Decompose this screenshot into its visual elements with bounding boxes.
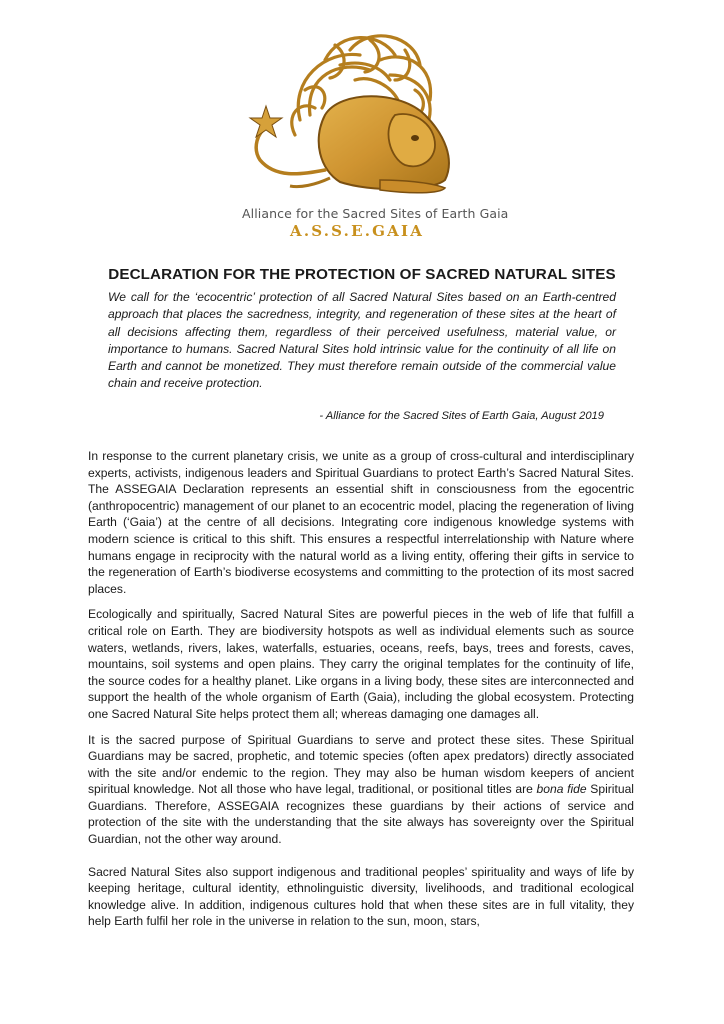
paragraph-2: Ecologically and spiritually, Sacred Natural Sites are powerful pieces in the web of life that fulfill a critical role on Earth. They are biodiversity hotspots as well as individual elements such as source waters, wetlands, rivers, lakes, waterfalls, estuaries, oceans, reefs, bays, trees and forests, caves, mountains, soil systems and open plains. They carry the original templates for the continuity of life, the source codes for a healthy planet. Like organs in a living body, these sites are interconnected and support the health of the whole organism of Earth (Gaia), including the global ecosystem. Protecting one Sacred Natural Site helps protect them all; whereas damaging one damages all. bbox=[88, 607, 634, 721]
paragraph-4: Sacred Natural Sites also support indigenous and traditional peoples’ spirituality and ways of life by keeping heritage, cultural identity, ethnolinguistic diversity, livelihoods, and traditional ecological knowledge alive. In addition, indigenous cultures hold that when these sites are in full vitality, they help Earth fulfil her role in the universe in relation to the sun, moon, stars, bbox=[88, 864, 634, 929]
document-title: DECLARATION FOR THE PROTECTION OF SACRED NATURAL SITES bbox=[108, 266, 616, 283]
assegaia-logo bbox=[230, 20, 509, 242]
lion-emblem-icon bbox=[230, 20, 490, 210]
paragraph-3 bbox=[88, 732, 634, 848]
declaration-body bbox=[88, 448, 634, 939]
epigraph-quote: We call for the ‘ecocentric’ protection of all Sacred Natural Sites based on an Earth-centred approach that places the sacredness, integrity, and regeneration of these sites at the heart of all decisions affecting them, regardless of their perceived usefulness, material value, or importance to humans. Sacred Natural Sites hold intrinsic value for the continuity of all life on Earth and cannot be monetized. They must therefore remain outside of the commercial value chain and receive protection. bbox=[108, 290, 616, 391]
quote-attribution: - Alliance for the Sacred Sites of Earth Gaia, August 2019 bbox=[319, 410, 604, 422]
logo-org-name: Alliance for the Sacred Sites of Earth Gaia bbox=[242, 206, 509, 221]
logo-acronym: A.S.S.E.GAIA bbox=[290, 222, 425, 240]
paragraph-3-italic: bona fide bbox=[536, 782, 587, 797]
paragraph-3-text-a: It is the sacred purpose of Spiritual Guardians to serve and protect these sites. These Spiritual Guardians may be sacred, prophetic, and totemic species (often apex predators) directly associated with the site and/or endemic to the region. They may also be human wisdom keepers of ancient spiritual knowledge. Not all those who have legal, traditional, or positional titles are bbox=[88, 732, 634, 797]
paragraph-1: In response to the current planetary crisis, we unite as a group of cross-cultural and interdisciplinary experts, activists, indigenous leaders and Spiritual Guardians to protect Earth’s Sacred Natural Sites. The ASSEGAIA Declaration represents an essential shift in consciousness from the egocentric (anthropocentric) management of our planet to an ecocentric model, placing the regeneration of living Earth (‘Gaia’) at the centre of all decisions. Integrating core indigenous knowledge systems with modern science is critical to this shift. This ensures a respectful interrelationship with Nature where humans engage in reciprocity with the natural world as a living entity, offering their gifts in service to the regeneration of Earth’s biodiverse ecosystems and committing to the protection of its most sacred places. bbox=[88, 449, 634, 596]
paragraph-3-text-b: Spiritual Guardians. Therefore, ASSEGAIA recognizes these guardians by their actions of service and protection of the site with the understanding that the site always has sovereignty over the Spiritual Guardian, not the other way around. bbox=[88, 782, 634, 847]
